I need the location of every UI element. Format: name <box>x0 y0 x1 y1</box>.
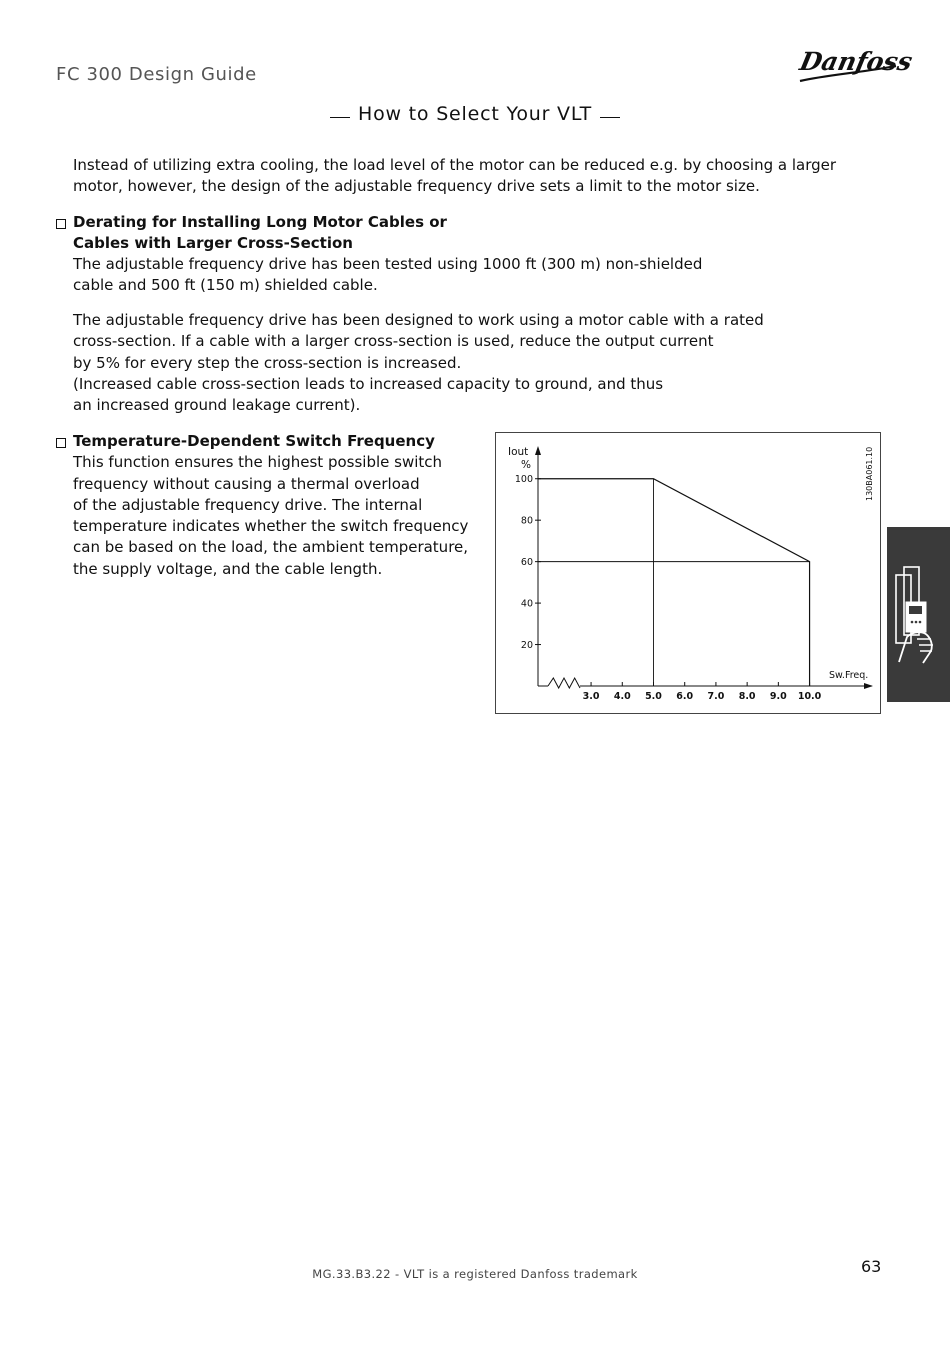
y-axis-label-line2: % <box>521 459 531 471</box>
derating-chart <box>496 433 880 713</box>
derating-p2-line: an increased ground leakage current). <box>73 396 361 415</box>
danfoss-logo <box>796 44 916 86</box>
x-axis-arrow <box>864 683 873 689</box>
y-tick-label: 40 <box>520 598 533 610</box>
switch-frequency-line: of the adjustable frequency drive. The internal <box>73 495 423 514</box>
derating-paragraph-2 <box>73 310 863 416</box>
derating-p1-line: cable and 500 ft (150 m) shielded cable. <box>73 276 378 295</box>
derating-paragraph-1 <box>73 254 863 297</box>
bullet-checkbox-icon <box>56 438 66 448</box>
derating-heading-line: Derating for Installing Long Motor Cables or <box>73 213 447 231</box>
switch-frequency-line: the supply voltage, and the cable length. <box>73 559 383 578</box>
switch-frequency-line: This function ensures the highest possible switch <box>73 453 443 472</box>
derating-heading <box>73 212 863 255</box>
x-tick-label: 10.0 <box>797 691 822 702</box>
derating-p2-line: (Increased cable cross-section leads to increased capacity to ground, and thus <box>73 374 664 393</box>
y-tick-label: 20 <box>520 640 533 652</box>
intro-line: motor, however, the design of the adjustable frequency drive sets a limit to the motor size. <box>73 177 760 196</box>
title-rule-left <box>330 117 350 118</box>
intro-paragraph <box>73 155 863 198</box>
page-number: 63 <box>861 1257 882 1276</box>
y-axis-label-line1: Iout <box>508 446 529 458</box>
x-tick-label: 8.0 <box>738 691 756 702</box>
x-tick-label: 5.0 <box>645 691 662 702</box>
derating-heading-line: Cables with Larger Cross-Section <box>73 234 353 253</box>
derating-p1-line: The adjustable frequency drive has been tested using 1000 ft (300 m) non-shielded <box>73 255 703 273</box>
footer-text: MG.33.B3.22 - VLT is a registered Danfoss trademark <box>312 1267 638 1281</box>
title-rule-right <box>600 117 620 118</box>
bullet-checkbox-icon <box>56 219 66 229</box>
danfoss-logo-mark <box>796 44 916 86</box>
derating-chart-frame <box>495 432 881 714</box>
y-tick-label: 100 <box>514 474 533 486</box>
x-axis-break <box>548 678 580 688</box>
x-tick-label: 6.0 <box>676 691 694 702</box>
switch-frequency-line: frequency without causing a thermal overload <box>73 474 420 493</box>
y-axis-arrow <box>535 446 541 455</box>
derating-p2-line: by 5% for every step the cross-section is increased. <box>73 353 462 372</box>
svg-text:Danfoss: Danfoss <box>797 46 916 76</box>
switch-frequency-section <box>73 431 473 580</box>
section-title <box>0 103 950 125</box>
figure-id: 130BA061.10 <box>865 446 874 501</box>
switch-frequency-heading: Temperature-Dependent Switch Frequency <box>73 432 435 450</box>
switch-frequency-line: temperature indicates whether the switch frequency <box>73 517 469 536</box>
x-tick-label: 3.0 <box>582 691 600 702</box>
intro-line: Instead of utilizing extra cooling, the load level of the motor can be reduced e.g. by choosing a larger <box>73 156 837 174</box>
document-title: FC 300 Design Guide <box>56 64 257 85</box>
y-tick-label: 80 <box>520 515 533 527</box>
x-tick-label: 7.0 <box>707 691 725 702</box>
y-tick-label: 60 <box>520 557 533 569</box>
derating-p2-line: cross-section. If a cable with a larger cross-section is used, reduce the output current <box>73 332 714 351</box>
series-line-derating <box>538 479 810 686</box>
x-axis-label: Sw.Freq. <box>829 670 869 681</box>
drive-hand-icon <box>887 527 950 702</box>
switch-frequency-line: can be based on the load, the ambient temperature, <box>73 538 469 557</box>
section-title-text: How to Select Your VLT <box>357 103 593 125</box>
derating-p2-line: The adjustable frequency drive has been designed to work using a motor cable with a rated <box>73 311 764 329</box>
x-tick-label: 9.0 <box>769 691 787 702</box>
chapter-side-tab <box>887 527 950 702</box>
x-tick-label: 4.0 <box>613 691 631 702</box>
